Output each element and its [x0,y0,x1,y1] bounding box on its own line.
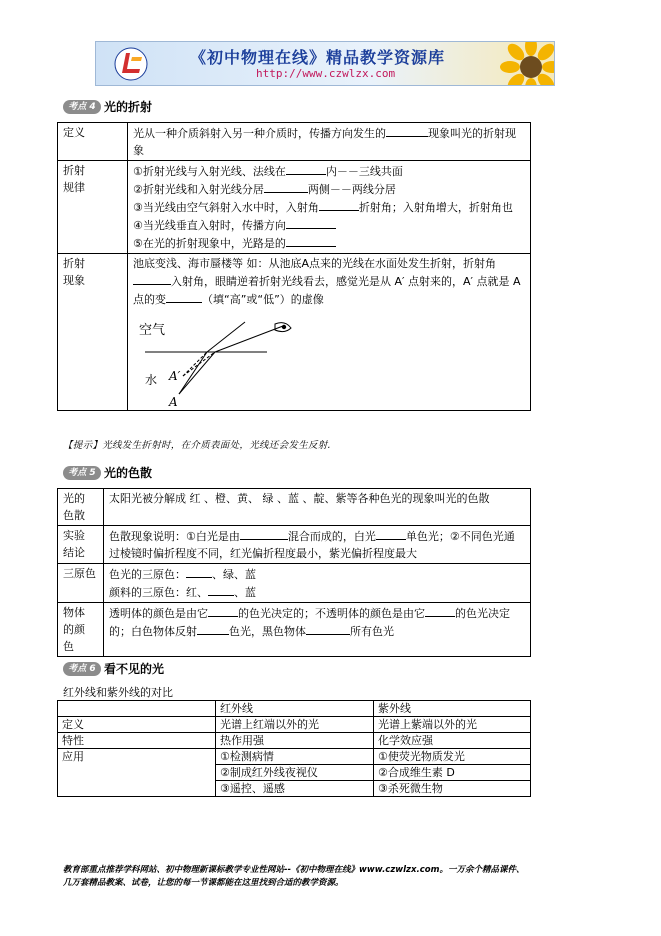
text: 、蓝 [234,586,256,599]
answer-blank[interactable] [186,565,212,578]
answer-blank[interactable] [133,272,171,285]
text: 两侧－－两线分居 [307,183,396,196]
section-badge: 考点 4 [63,100,101,114]
text: ②折射光线和入射光线分居 [133,183,264,196]
row-content [104,564,531,603]
ir-uv-comparison-table [57,700,531,797]
label-text: 折射规律 [63,164,85,194]
cell-ir: ③遥控、遥感 [216,781,374,797]
logo-icon [114,47,148,81]
section-badge: 考点 6 [63,662,101,676]
cell-ir: 光谱上红端以外的光 [216,717,374,733]
table-row [58,161,531,254]
table-row [58,254,531,411]
row-content [128,123,531,161]
text: 的色光决定的；不透明体的颜色是由它 [238,607,425,620]
text: 光从一种介质斜射入另一种介质时，传播方向发生的 [133,127,386,140]
table-caption: 红外线和紫外线的对比 [63,686,173,699]
row-label [58,603,104,657]
answer-blank[interactable] [306,622,350,635]
banner-url[interactable]: http://www.czwlzx.com [256,67,396,80]
answer-blank[interactable] [376,527,406,540]
row-label [58,489,104,526]
section-title: 光的折射 [104,100,153,114]
text: ①折射光线与入射光线、法线在 [133,165,286,178]
answer-blank[interactable] [286,234,336,247]
section-heading-invisible-light [63,660,164,677]
row-label: 定义 [58,123,128,161]
section-heading-dispersion [63,464,152,481]
sunflower-icon [500,41,555,86]
cell-ir: 热作用强 [216,733,374,749]
table-header-row [58,701,531,717]
dispersion-table [57,488,531,657]
answer-blank[interactable] [208,583,234,596]
answer-blank[interactable] [286,216,336,229]
table-row [58,733,531,749]
answer-blank[interactable] [286,162,326,175]
law-1 [133,162,525,180]
pigment-primaries [109,583,525,601]
column-header-uv: 紫外线 [374,701,531,717]
incident-ray [179,352,215,394]
footer-line: 教育部重点推荐学科网站、初中物理新课标教学专业性网站--《初中物理在线》www.czwlzx.com。一万余个精品课件、 [63,865,525,875]
text: （填“高”或“低”）的虚像 [202,293,324,306]
answer-blank[interactable] [319,198,359,211]
row-content [104,603,531,657]
cell-uv: 化学效应强 [374,733,531,749]
water-label: 水 [145,373,158,387]
text: 透明体的颜色是由它 [109,607,208,620]
row-label [58,161,128,254]
text: 单色光；②不同色光通过棱镜时偏折程度不同，红光偏折程度最小，紫光偏折程度最大 [109,530,515,560]
table-row [58,749,531,765]
text: 入射角，眼睛逆着折射光线看去，感觉光是从 A′ 点射来的，A′ 点就是 A点的变 [133,275,521,306]
answer-blank[interactable] [208,604,238,617]
label-text: 物体的颜色 [63,606,85,653]
answer-blank[interactable] [425,604,455,617]
text: ④当光线垂直入射时，传播方向 [133,219,286,232]
text: 折射角；入射角增大，折射角也 [358,201,513,214]
footer-line: 几万套精品教案、试卷，让您的每一节课都能在这里找到合适的教学资源。 [63,878,344,888]
table-row [58,603,531,657]
row-content [104,526,531,564]
answer-blank[interactable] [264,180,308,193]
row-label [58,254,128,411]
table-row [58,123,531,161]
incident-ray [179,352,207,394]
section-title: 看不见的光 [104,662,165,676]
refraction-diagram [135,314,295,409]
image-point-label: A′ [169,369,181,383]
cell-ir: ①检测病情 [216,749,374,765]
row-content [128,161,531,254]
refracted-ray [215,326,283,352]
row-label: 三原色 [58,564,104,603]
empty-header-cell [58,701,216,717]
cell-uv: ①使荧光物质发光 [374,749,531,765]
cell-uv: ②合成维生素 D [374,765,531,781]
footer [63,864,623,890]
cell-uv: 光谱上紫端以外的光 [374,717,531,733]
table-row [58,717,531,733]
law-2 [133,180,525,198]
text: 的色光决定的；白色物体反射 [109,607,510,638]
section-heading-refraction [63,98,152,115]
object-point-label: A [169,395,178,409]
answer-blank[interactable] [166,290,202,303]
row-label: 应用 [58,749,216,797]
text: 混合而成的，白光 [287,530,376,543]
text: 、绿、蓝 [212,568,256,581]
row-label: 定义 [58,717,216,733]
air-label: 空气 [139,323,166,338]
text: 现象叫光的折射现象 [133,127,516,157]
law-4 [133,216,525,234]
text: 颜料的三原色：红、 [109,586,208,599]
row-content: 太阳光被分解成 红 、橙、黄、 绿 、蓝 、靛、紫等各种色光的现象叫光的色散 [104,489,531,526]
text: 色光的三原色： [109,568,186,581]
label-text: 光的色散 [63,492,85,522]
text: 池底变浅、海市蜃楼等 如：从池底A点来的光线在水面处发生折射，折射角 [133,257,497,270]
answer-blank[interactable] [197,622,229,635]
table-row [58,526,531,564]
law-5 [133,234,525,252]
law-3 [133,198,525,216]
label-text: 实验结论 [63,529,85,559]
extension-line [183,352,207,376]
refraction-table [57,122,531,411]
light-primaries [109,565,525,583]
eye-pupil [282,325,286,329]
column-header-ir: 红外线 [216,701,374,717]
table-row [58,489,531,526]
banner-title: 《初中物理在线》精品教学资源库 [190,48,446,67]
answer-blank[interactable] [386,124,428,137]
row-label: 特性 [58,733,216,749]
section-title: 光的色散 [104,466,153,480]
text: ⑤在光的折射现象中，光路是的 [133,237,286,250]
text: 色光，黑色物体 [229,625,306,638]
cell-uv: ③杀死微生物 [374,781,531,797]
cell-ir: ②制成红外线夜视仪 [216,765,374,781]
hint-text: 【提示】光线发生折射时，在介质表面处，光线还会发生反射. [63,440,331,451]
header-banner [95,41,555,86]
label-text: 折射现象 [63,257,85,287]
row-label [58,526,104,564]
text: 内－－三线共面 [325,165,403,178]
section-badge: 考点 5 [63,466,101,480]
text: ③当光线由空气斜射入水中时，入射角 [133,201,319,214]
table-row [58,564,531,603]
answer-blank[interactable] [240,527,288,540]
row-content [128,254,531,411]
text: 色散现象说明：①白光是由 [109,530,240,543]
text: 所有色光 [350,625,394,638]
